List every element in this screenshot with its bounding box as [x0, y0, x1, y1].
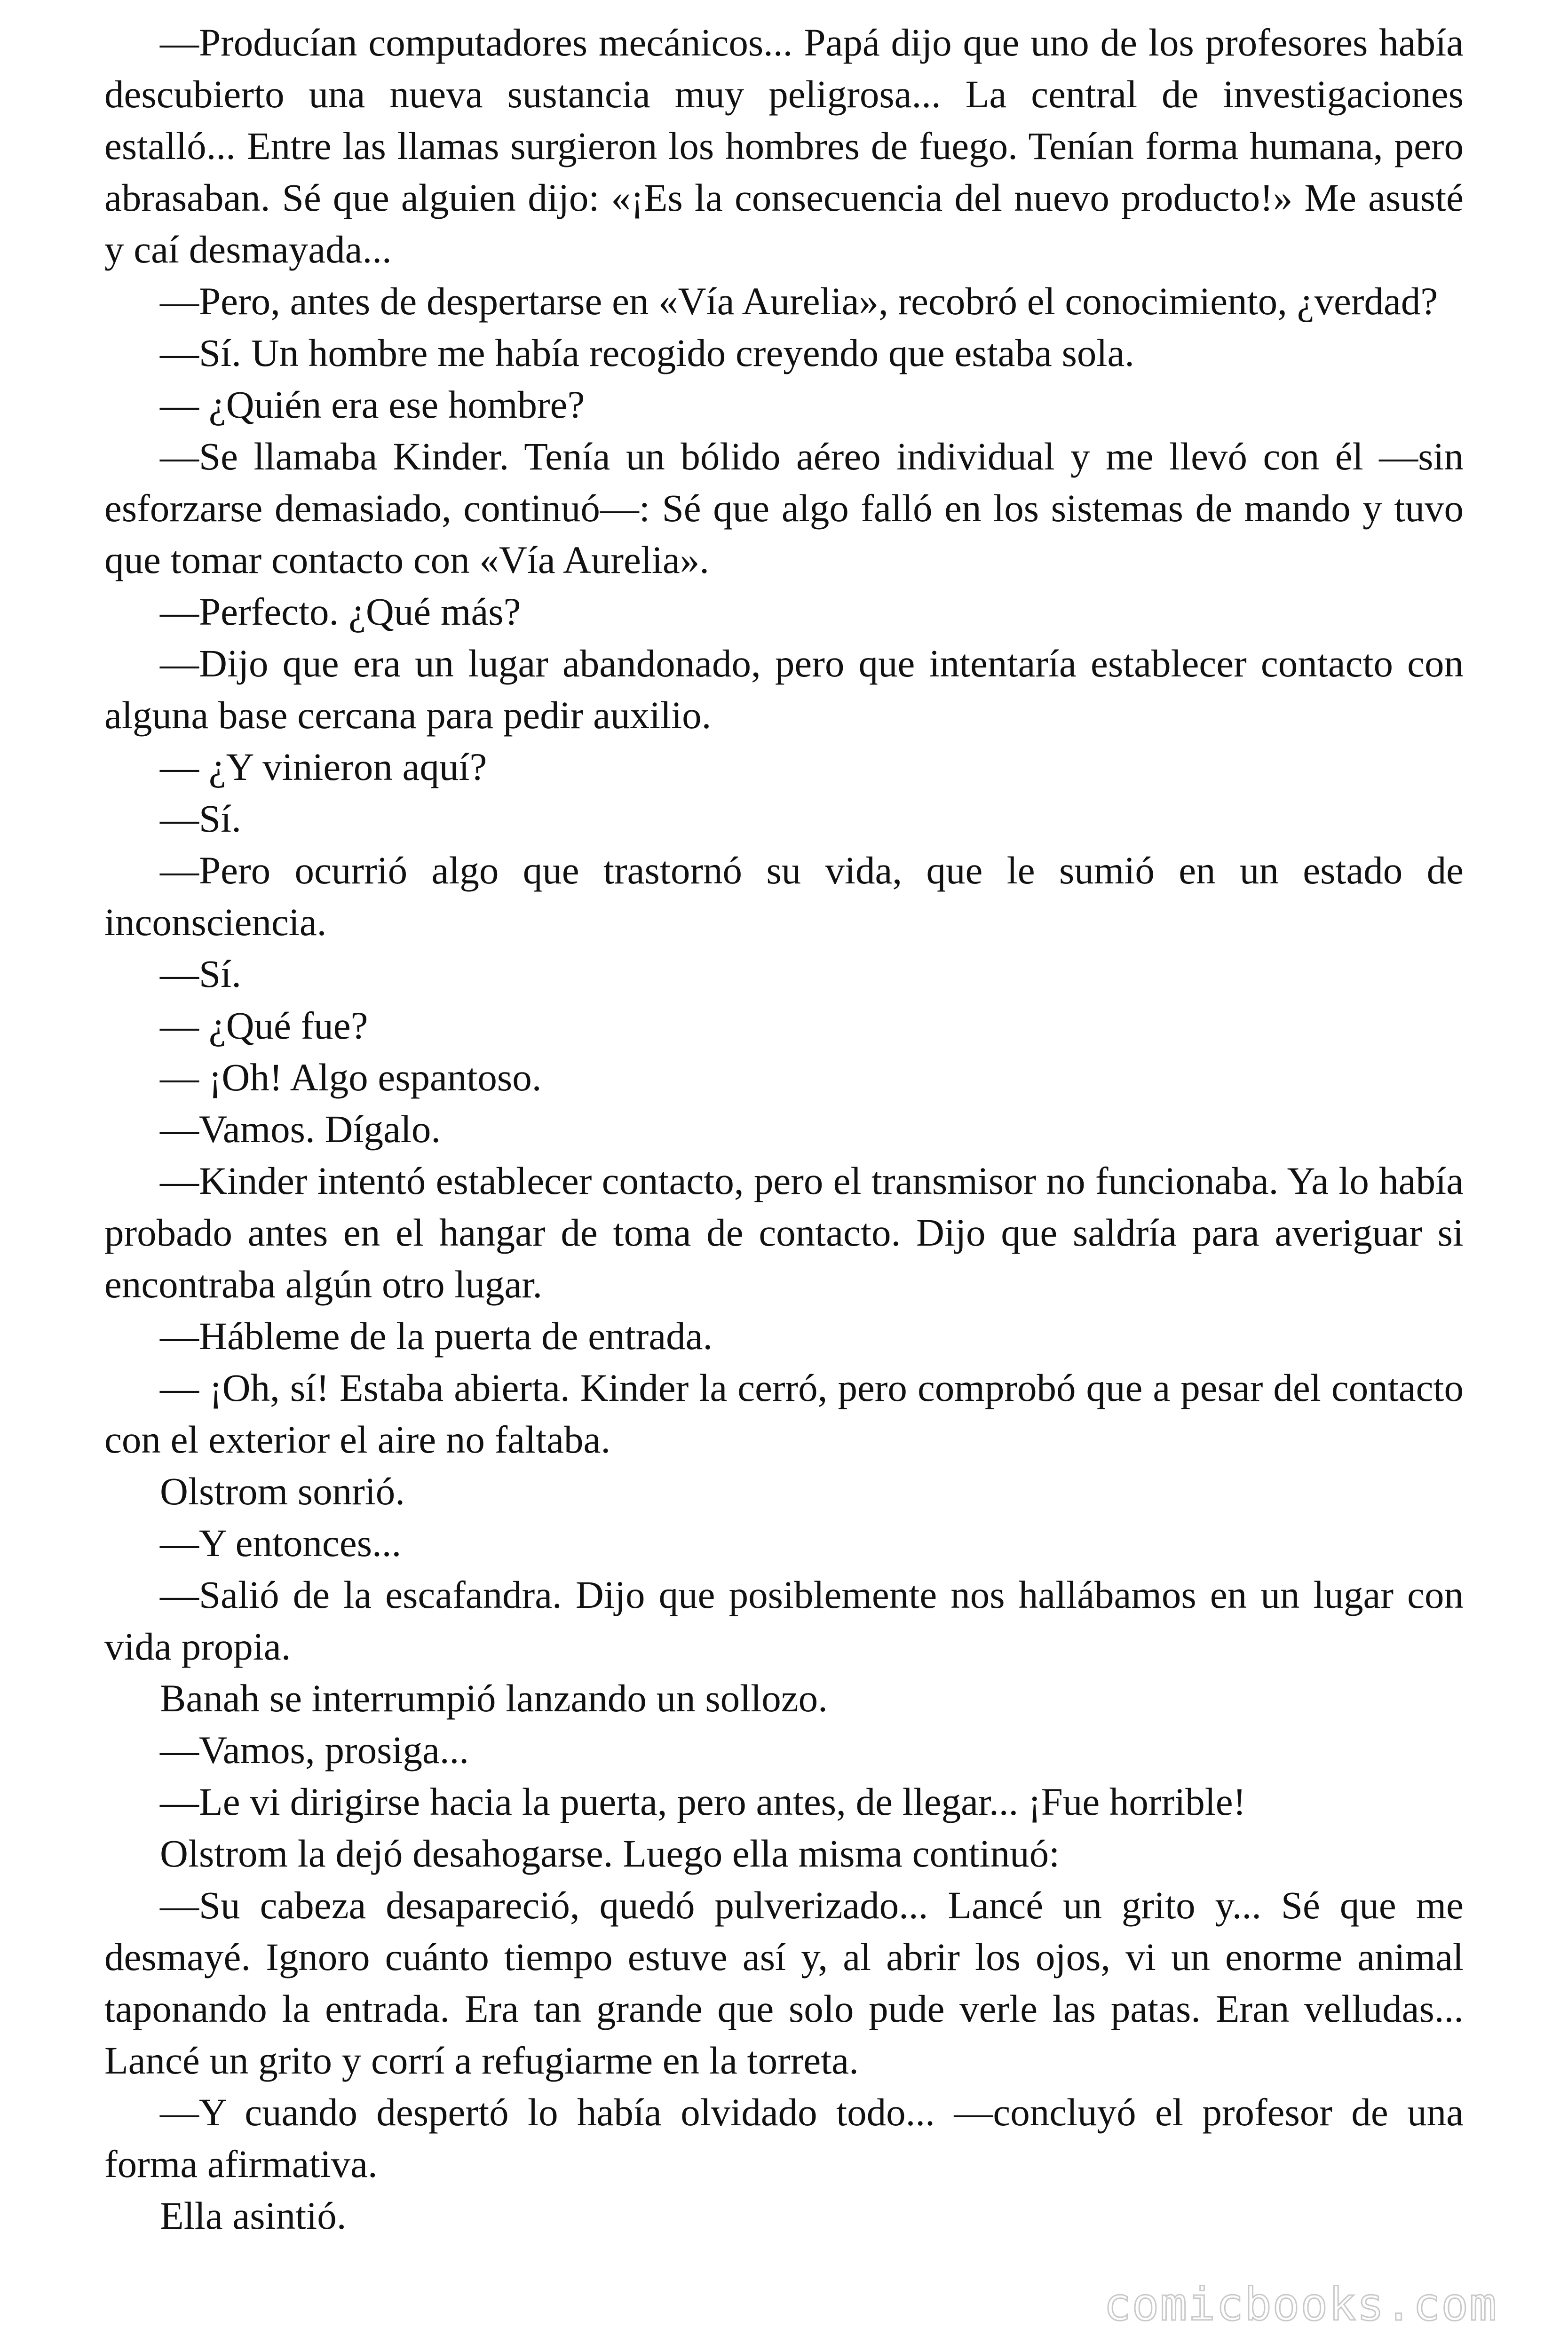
body-text	[104, 16, 1464, 2241]
paragraph: —Vamos. Dígalo.	[160, 1107, 441, 1151]
paragraph: —Pero ocurrió algo que trastornó su vida, que le sumió en un estado de inconsciencia.	[104, 849, 1464, 944]
watermark: comicbooks.com	[1103, 2278, 1497, 2331]
paragraph: —Sí.	[160, 952, 241, 995]
paragraph: Banah se interrumpió lanzando un sollozo.	[160, 1677, 828, 1720]
paragraph: —Y cuando despertó lo había olvidado todo... —concluyó el profesor de una forma afirmativa.	[104, 2090, 1464, 2185]
paragraph: — ¡Oh, sí! Estaba abierta. Kinder la cerró, pero comprobó que a pesar del contacto con el exterior el aire no faltaba.	[104, 1366, 1464, 1461]
paragraph: —Sí.	[160, 797, 241, 840]
paragraph: —Pero, antes de despertarse en «Vía Aurelia», recobró el conocimiento, ¿verdad?	[160, 279, 1438, 323]
paragraph: —Hábleme de la puerta de entrada.	[160, 1314, 713, 1358]
paragraph: —Se llamaba Kinder. Tenía un bólido aéreo individual y me llevó con él —sin esforzarse demasiado, continuó—: Sé que algo falló en los sistemas de mando y tuvo que tomar contacto con «Vía Aurelia».	[104, 435, 1464, 581]
paragraph: — ¡Oh! Algo espantoso.	[160, 1056, 542, 1099]
paragraph: —Perfecto. ¿Qué más?	[160, 590, 521, 633]
paragraph: —Sí. Un hombre me había recogido creyendo que estaba sola.	[160, 331, 1135, 374]
paragraph: —Y entonces...	[160, 1521, 402, 1565]
paragraph: — ¿Qué fue?	[160, 1004, 368, 1047]
paragraph: — ¿Quién era ese hombre?	[160, 383, 585, 426]
paragraph: —Dijo que era un lugar abandonado, pero que intentaría establecer contacto con alguna base cercana para pedir auxilio.	[104, 642, 1464, 737]
paragraph: Olstrom sonrió.	[160, 1470, 405, 1513]
paragraph: —Le vi dirigirse hacia la puerta, pero antes, de llegar... ¡Fue horrible!	[160, 1780, 1246, 1823]
paragraph: —Su cabeza desapareció, quedó pulverizado... Lancé un grito y... Sé que me desmayé. Ignoro cuánto tiempo estuve así y, al abrir los ojos, vi un enorme animal taponando la entrada. Era tan grande que solo pude verle las patas. Eran velludas... Lancé un grito y corrí a refugiarme en la torreta.	[104, 1883, 1464, 2082]
paragraph: Olstrom la dejó desahogarse. Luego ella misma continuó:	[160, 1832, 1060, 1875]
paragraph: —Vamos, prosiga...	[160, 1728, 469, 1772]
paragraph: —Producían computadores mecánicos... Papá dijo que uno de los profesores había descubierto una nueva sustancia muy peligrosa... La central de investigaciones estalló... Entre las llamas surgieron los hombres de fuego. Tenían forma humana, pero abrasaban. Sé que alguien dijo: «¡Es la consecuencia del nuevo producto!» Me asusté y caí desmayada...	[104, 21, 1464, 271]
paragraph: Ella asintió.	[160, 2194, 347, 2237]
paragraph: — ¿Y vinieron aquí?	[160, 745, 487, 788]
paragraph: —Salió de la escafandra. Dijo que posiblemente nos hallábamos en un lugar con vida propia.	[104, 1573, 1464, 1668]
paragraph: —Kinder intentó establecer contacto, pero el transmisor no funcionaba. Ya lo había probado antes en el hangar de toma de contacto. Dijo que saldría para averiguar si encontraba algún otro lugar.	[104, 1159, 1464, 1306]
